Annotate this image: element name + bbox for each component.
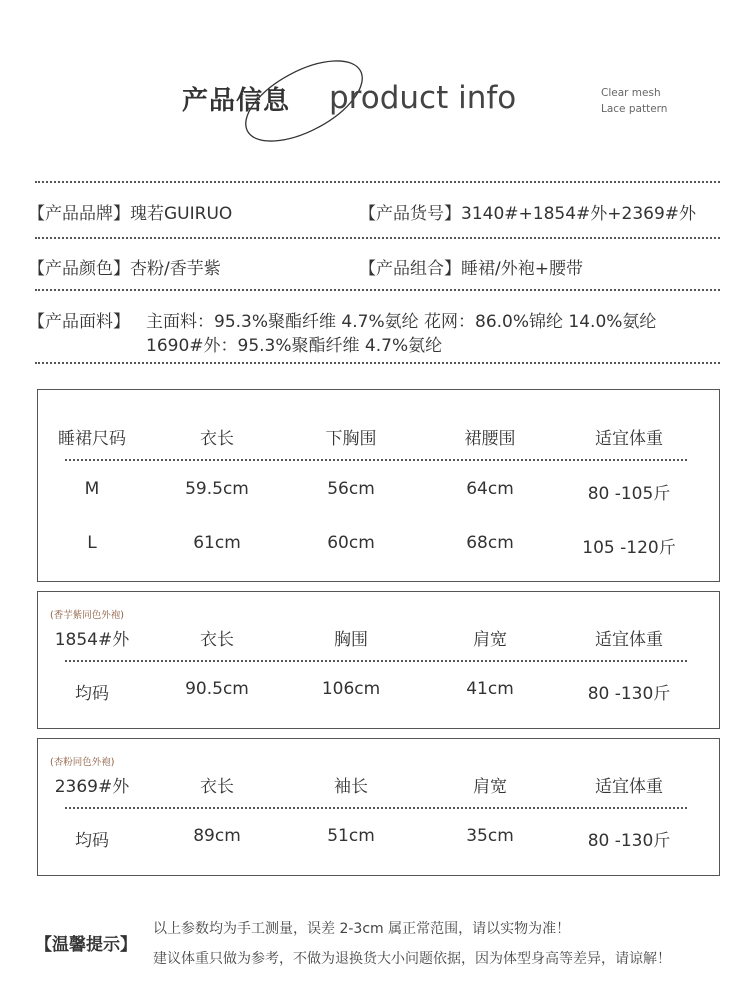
table-header: 衣长 [200, 777, 234, 797]
table-cell: 90.5cm [185, 679, 249, 699]
size-table-2369 [37, 738, 720, 876]
table-cell: 80 -130斤 [587, 831, 671, 851]
size-table-nightdress [37, 389, 720, 582]
table-cell: 60cm [327, 533, 375, 553]
sku-label: 【产品货号】 [359, 204, 461, 224]
table-header: 1854#外 [54, 630, 130, 650]
table-divider [65, 660, 687, 662]
tag-line-2: Lace pattern [601, 103, 668, 115]
table-cell: 35cm [466, 826, 514, 846]
divider [35, 362, 720, 364]
table-cell: 41cm [466, 679, 514, 699]
table-header: 适宜体重 [595, 777, 663, 797]
table-cell: 106cm [321, 679, 381, 699]
divider [35, 237, 720, 239]
tip-line-2: 建议体重只做为参考，不做为退换货大小问题依据，因为体型身高等差异，请谅解！ [153, 951, 671, 967]
size-table-1854 [37, 591, 720, 729]
table-header: 睡裙尺码 [58, 429, 126, 449]
brand-label: 【产品品牌】 [28, 204, 130, 224]
table-cell: 80 -105斤 [587, 484, 671, 504]
table-header: 衣长 [200, 429, 234, 449]
table-header: 下胸围 [325, 429, 377, 449]
fabric-line-1: 主面料：95.3%聚酯纤维 4.7%氨纶 花网：86.0%锦纶 14.0%氨纶 [146, 312, 657, 332]
page-title-en: product info [329, 80, 517, 116]
table-cell: 80 -130斤 [587, 684, 671, 704]
combo-row [359, 254, 583, 279]
table-header: 袖长 [334, 777, 368, 797]
table-cell: 51cm [327, 826, 375, 846]
color-row [28, 254, 221, 279]
table-header: 胸围 [334, 630, 368, 650]
page-title-cn: 产品信息 [182, 86, 291, 116]
table-header: 肩宽 [473, 630, 507, 650]
table-cell: L [87, 533, 97, 553]
table-cell: 56cm [327, 479, 375, 499]
table-cell: M [84, 479, 100, 499]
table-cell: 89cm [193, 826, 241, 846]
divider [35, 181, 720, 183]
table-header: 适宜体重 [595, 429, 663, 449]
table-note: (香芋紫同色外袍) [50, 610, 124, 621]
table-header: 肩宽 [473, 777, 507, 797]
sku-value: 3140#+1854#外+2369#外 [461, 204, 697, 224]
fabric-label: 【产品面料】 [28, 312, 130, 332]
divider [35, 289, 720, 291]
combo-value: 睡裙/外袍+腰带 [461, 259, 583, 279]
brand-value: 瑰若GUIRUO [130, 204, 233, 224]
table-divider [65, 807, 687, 809]
tag-line-1: Clear mesh [601, 87, 661, 99]
combo-label: 【产品组合】 [359, 259, 461, 279]
table-header: 适宜体重 [595, 630, 663, 650]
table-header: 裙腰围 [464, 429, 516, 449]
color-value: 杏粉/香芋紫 [130, 259, 221, 279]
table-cell: 均码 [75, 684, 109, 704]
table-header: 衣长 [200, 630, 234, 650]
tip-label: 【温馨提示】 [35, 935, 137, 955]
color-label: 【产品颜色】 [28, 259, 130, 279]
table-cell: 68cm [466, 533, 514, 553]
table-cell: 105 -120斤 [582, 538, 676, 558]
table-cell: 61cm [193, 533, 241, 553]
fabric-line-2: 1690#外：95.3%聚酯纤维 4.7%氨纶 [146, 336, 443, 356]
table-cell: 均码 [75, 831, 109, 851]
brand-row [28, 199, 232, 224]
sku-row [359, 199, 696, 224]
table-cell: 64cm [466, 479, 514, 499]
tip-line-1: 以上参数均为手工测量，误差 2-3cm 属正常范围，请以实物为准！ [153, 921, 571, 937]
table-divider [65, 459, 687, 461]
table-cell: 59.5cm [185, 479, 249, 499]
table-note: (杏粉同色外袍) [50, 757, 115, 768]
table-header: 2369#外 [54, 777, 130, 797]
